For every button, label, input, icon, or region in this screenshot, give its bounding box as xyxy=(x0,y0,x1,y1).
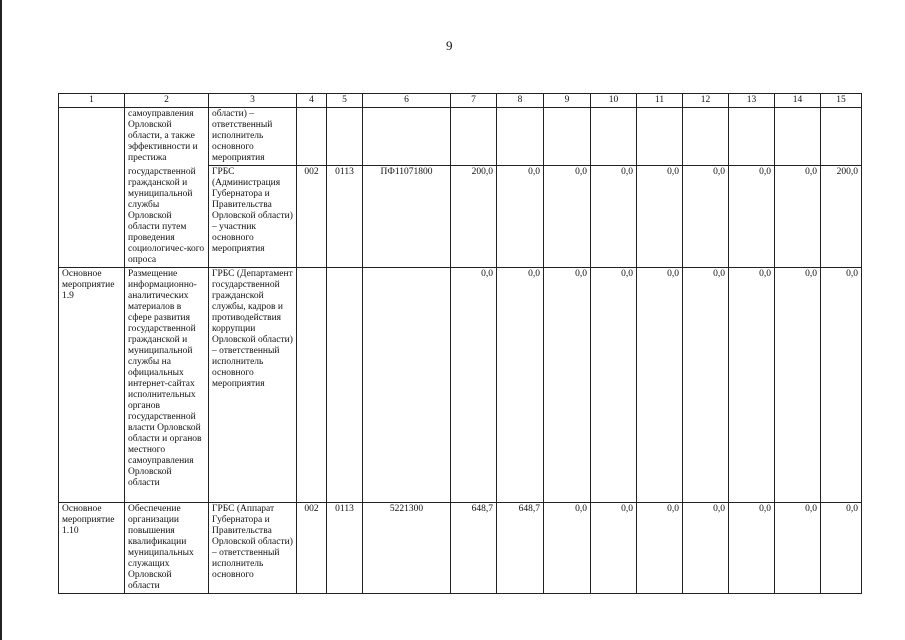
value-cell: 200,0 xyxy=(451,166,497,268)
value-cell xyxy=(544,108,591,166)
value-cell: 0,0 xyxy=(591,268,637,503)
value-cell: 0,0 xyxy=(591,166,637,268)
value-cell: 002 xyxy=(297,166,327,268)
value-cell: 0,0 xyxy=(451,268,497,503)
column-header: 10 xyxy=(591,94,637,108)
value-cell: 0,0 xyxy=(729,166,775,268)
page-number: 9 xyxy=(446,38,453,53)
value-cell: 0,0 xyxy=(637,166,683,268)
value-cell xyxy=(363,268,451,503)
value-cell xyxy=(327,268,363,503)
measure-cell: Основное мероприятие 1.10 xyxy=(59,503,125,594)
column-header: 6 xyxy=(363,94,451,108)
value-cell: 0,0 xyxy=(775,503,821,594)
value-cell: 0,0 xyxy=(544,503,591,594)
value-cell: 0,0 xyxy=(683,166,729,268)
measure-cell: Основное мероприятие 1.9 xyxy=(59,268,125,503)
description-cell: Обеспечение организации повышения квалификации муниципальных служащих Орловской области xyxy=(125,503,209,594)
page-edge-line xyxy=(0,0,2,640)
value-cell: 5221300 xyxy=(363,503,451,594)
column-header: 12 xyxy=(683,94,729,108)
value-cell xyxy=(327,108,363,166)
table-row xyxy=(59,268,862,503)
header-row xyxy=(59,94,862,108)
value-cell xyxy=(729,108,775,166)
value-cell xyxy=(821,108,862,166)
executor-cell: области) – ответственный исполнитель основного мероприятия xyxy=(209,108,297,166)
value-cell: 0,0 xyxy=(729,268,775,503)
measure-cell xyxy=(59,166,125,268)
table-row xyxy=(59,108,862,166)
value-cell xyxy=(775,108,821,166)
column-header: 14 xyxy=(775,94,821,108)
value-cell: 648,7 xyxy=(497,503,544,594)
value-cell: 0,0 xyxy=(821,268,862,503)
description-cell: самоуправления Орловской области, а также эффективности и престижа xyxy=(125,108,209,166)
value-cell: 0,0 xyxy=(497,268,544,503)
value-cell: 0,0 xyxy=(591,503,637,594)
executor-cell: ГРБС (Администрация Губернатора и Правительства Орловской области) – участник основного мероприятия xyxy=(209,166,297,268)
value-cell: 0,0 xyxy=(683,268,729,503)
value-cell: 0,0 xyxy=(637,503,683,594)
value-cell xyxy=(637,108,683,166)
table-row xyxy=(59,166,862,268)
value-cell: 0113 xyxy=(327,503,363,594)
budget-table xyxy=(58,93,862,594)
value-cell xyxy=(297,108,327,166)
column-header: 3 xyxy=(209,94,297,108)
measure-cell xyxy=(59,108,125,166)
value-cell: 0,0 xyxy=(683,503,729,594)
table-row xyxy=(59,503,862,594)
column-header: 11 xyxy=(637,94,683,108)
executor-cell: ГРБС (Аппарат Губернатора и Правительства Орловской области) – ответственный исполнитель основного xyxy=(209,503,297,594)
value-cell: 002 xyxy=(297,503,327,594)
column-header: 2 xyxy=(125,94,209,108)
value-cell xyxy=(451,108,497,166)
column-header: 7 xyxy=(451,94,497,108)
value-cell: 0,0 xyxy=(544,268,591,503)
value-cell xyxy=(683,108,729,166)
value-cell: 0,0 xyxy=(775,268,821,503)
column-header: 1 xyxy=(59,94,125,108)
column-header: 5 xyxy=(327,94,363,108)
value-cell: 0,0 xyxy=(497,166,544,268)
value-cell xyxy=(297,268,327,503)
value-cell: 0,0 xyxy=(729,503,775,594)
description-cell: Размещение информационно-аналитических материалов в сфере развития государственной гражданской и муниципальной службы на официальных интернет-сайтах исполнительных органов государственной власти Орловской области и органов местного самоуправления Орловской области xyxy=(125,268,209,503)
value-cell xyxy=(363,108,451,166)
value-cell: ПФ11071800 xyxy=(363,166,451,268)
value-cell xyxy=(591,108,637,166)
column-header: 15 xyxy=(821,94,862,108)
column-header: 13 xyxy=(729,94,775,108)
column-header: 4 xyxy=(297,94,327,108)
column-header: 9 xyxy=(544,94,591,108)
description-cell: государственной гражданской и муниципальной службы Орловской области путем проведения социологичес-кого опроса xyxy=(125,166,209,268)
value-cell: 200,0 xyxy=(821,166,862,268)
value-cell: 0,0 xyxy=(775,166,821,268)
value-cell: 0,0 xyxy=(544,166,591,268)
value-cell: 0,0 xyxy=(821,503,862,594)
value-cell xyxy=(497,108,544,166)
column-header: 8 xyxy=(497,94,544,108)
value-cell: 648,7 xyxy=(451,503,497,594)
value-cell: 0113 xyxy=(327,166,363,268)
value-cell: 0,0 xyxy=(637,268,683,503)
executor-cell: ГРБС (Департамент государственной гражданской службы, кадров и противодействия коррупции Орловской области) – ответственный исполнитель основного мероприятия xyxy=(209,268,297,503)
